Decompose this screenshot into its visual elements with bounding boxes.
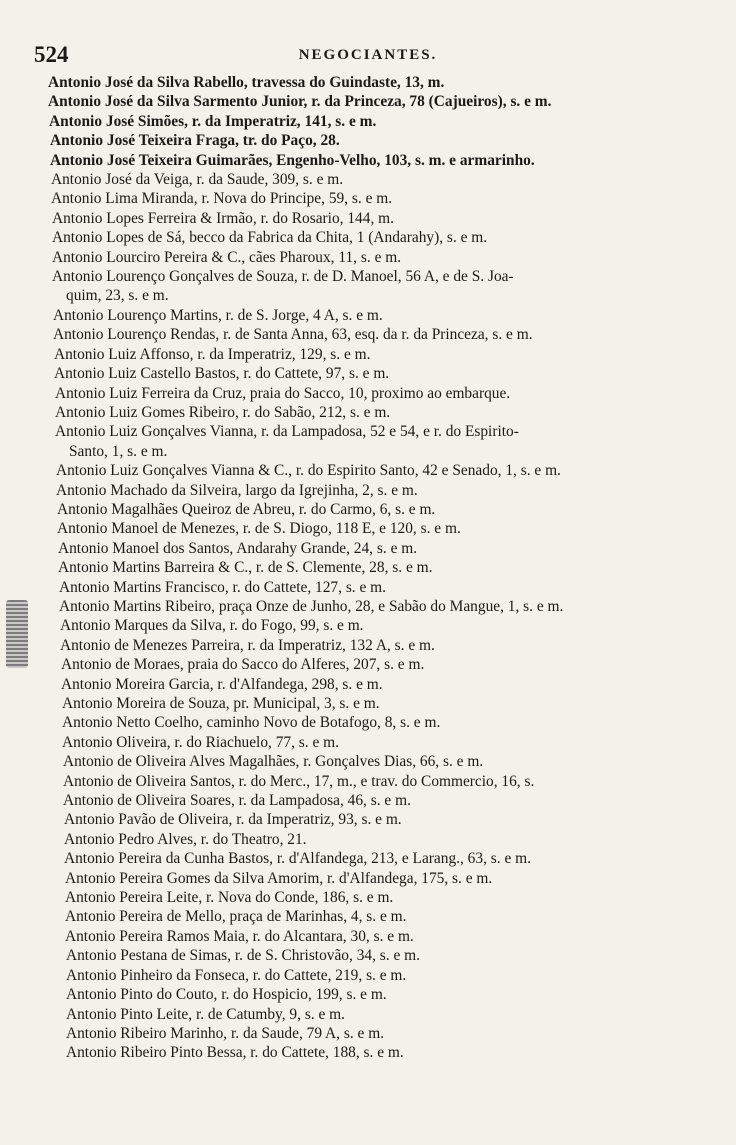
directory-entry [0, 228, 736, 247]
entry-text: Antonio Martins Ribeiro, praça Onze de Junho, 28, e Sabão do Mangue, 1, s. e m. [59, 597, 564, 615]
entry-text: Antonio Pinheiro da Fonseca, r. do Cattete, 219, s. e m. [66, 966, 407, 984]
directory-entry [0, 558, 736, 577]
entry-text: Antonio Lopes de Sá, becco da Fabrica da Chita, 1 (Andarahy), s. e m. [52, 229, 488, 247]
directory-entry [0, 461, 736, 480]
entry-text: Antonio de Menezes Parreira, r. da Imperatriz, 132 A, s. e m. [60, 636, 435, 654]
directory-entry [0, 830, 736, 849]
directory-entry [0, 539, 736, 558]
entry-text: Antonio Pinto Leite, r. de Catumby, 9, s. e m. [66, 1005, 345, 1023]
directory-entry [0, 500, 736, 519]
entry-text: Antonio Oliveira, r. do Riachuelo, 77, s. e m. [62, 733, 339, 751]
directory-entry [0, 481, 736, 500]
page-header [0, 42, 736, 72]
directory-entry [0, 869, 736, 888]
entry-text: Antonio Pavão de Oliveira, r. da Imperatriz, 93, s. e m. [64, 811, 402, 829]
directory-entry [0, 364, 736, 383]
entry-text: Antonio Pereira Ramos Maia, r. do Alcantara, 30, s. e m. [65, 927, 414, 945]
directory-entry [0, 636, 736, 655]
entry-text: Antonio Ribeiro Pinto Bessa, r. do Cattete, 188, s. e m. [66, 1044, 404, 1062]
directory-entry [0, 131, 736, 150]
directory-entry [0, 384, 736, 403]
directory-entry [0, 907, 736, 926]
entry-text: Antonio Pereira de Mello, praça de Marinhas, 4, s. e m. [65, 908, 407, 926]
directory-entry [0, 578, 736, 597]
directory-entry [0, 422, 736, 461]
entry-text: Antonio Ribeiro Marinho, r. da Saude, 79 A, s. e m. [66, 1024, 385, 1042]
entry-text: Antonio Pereira Gomes da Silva Amorim, r. d'Alfandega, 175, s. e m. [65, 869, 493, 887]
entry-text: Antonio Luiz Gonçalves Vianna & C., r. do Espirito Santo, 42 e Senado, 1, s. e m. [56, 462, 561, 480]
entry-text: Antonio de Oliveira Alves Magalhães, r. Gonçalves Dias, 66, s. e m. [63, 753, 484, 771]
directory-entry [0, 655, 736, 674]
directory-entry [0, 209, 736, 228]
directory-entry [0, 306, 736, 325]
directory-entry [0, 403, 736, 422]
entry-text: Antonio Luiz Affonso, r. da Imperatriz, 129, s. e m. [54, 345, 371, 363]
directory-entry [0, 985, 736, 1004]
entry-text: Antonio Lourenço Martins, r. de S. Jorge, 4 A, s. e m. [53, 306, 383, 324]
page-number: 524 [34, 42, 69, 67]
entry-text: Antonio Pedro Alves, r. do Theatro, 21. [64, 830, 307, 848]
directory-entry [0, 733, 736, 752]
entry-text: Antonio Manoel dos Santos, Andarahy Grande, 24, s. e m. [58, 539, 418, 557]
entry-text: Antonio Pestana de Simas, r. de S. Christovão, 34, s. e m. [66, 947, 420, 965]
directory-entry [0, 966, 736, 985]
entry-text: Antonio José Teixeira Fraga, tr. do Paço, 28. [50, 132, 340, 150]
directory-entry [0, 791, 736, 810]
directory-entry [0, 248, 736, 267]
directory-entry [0, 616, 736, 635]
directory-entry [0, 1024, 736, 1043]
directory-entry [0, 345, 736, 364]
directory-entry [0, 946, 736, 965]
entry-text: Antonio de Oliveira Soares, r. da Lampadosa, 46, s. e m. [63, 792, 411, 810]
entry-text: Antonio Martins Barreira & C., r. de S. Clemente, 28, s. e m. [58, 559, 433, 577]
entry-text: Antonio Machado da Silveira, largo da Igrejinha, 2, s. e m. [56, 481, 418, 499]
directory-entry [0, 694, 736, 713]
directory-entry [0, 1005, 736, 1024]
entry-text: Antonio José da Silva Sarmento Junior, r. da Princeza, 78 (Cajueiros), s. e m. [48, 93, 552, 111]
entry-text: Antonio Lourenço Rendas, r. de Santa Anna, 63, esq. da r. da Princeza, s. e m. [53, 326, 533, 344]
directory-entry [0, 713, 736, 732]
entry-text: Antonio Martins Francisco, r. do Cattete, 127, s. e m. [59, 578, 387, 596]
directory-entry [0, 189, 736, 208]
entry-text: Antonio Lourciro Pereira & C., cães Pharoux, 11, s. e m. [52, 248, 402, 266]
directory-entry [0, 1043, 736, 1062]
entry-text: Antonio de Moraes, praia do Sacco do Alferes, 207, s. e m. [61, 656, 425, 674]
directory-entry [0, 597, 736, 616]
entry-text: Antonio Netto Coelho, caminho Novo de Botafogo, 8, s. e m. [62, 714, 441, 732]
directory-entry [0, 519, 736, 538]
directory-entry [0, 888, 736, 907]
running-head: NEGOCIANTES. [298, 47, 438, 63]
entry-text: Antonio Pereira Leite, r. Nova do Conde, 186, s. e m. [65, 889, 394, 907]
entry-text: Antonio José da Veiga, r. da Saude, 309, s. e m. [51, 171, 344, 189]
entry-text: Antonio Luiz Gomes Ribeiro, r. do Sabão, 212, s. e m. [55, 403, 391, 421]
entry-continuation: Santo, 1, s. e m. [69, 442, 168, 460]
directory-entry [0, 267, 736, 306]
directory-entry [0, 772, 736, 791]
entry-text: Antonio Luiz Gonçalves Vianna, r. da Lampadosa, 52 e 54, e r. do Espirito- [55, 423, 519, 441]
entry-text: Antonio Luiz Ferreira da Cruz, praia do Sacco, 10, proximo ao embarque. [55, 384, 511, 402]
entry-text: Antonio Manoel de Menezes, r. de S. Diogo, 118 E, e 120, s. e m. [57, 520, 461, 538]
entry-continuation: quim, 23, s. e m. [66, 287, 169, 305]
entry-text: Antonio Moreira de Souza, pr. Municipal, 3, s. e m. [62, 695, 380, 712]
entry-text: Antonio Pinto do Couto, r. do Hospicio, 199, s. e m. [66, 986, 387, 1004]
entry-text: Antonio Pereira da Cunha Bastos, r. d'Alfandega, 213, e Larang., 63, s. e m. [64, 850, 531, 868]
directory-entry [0, 752, 736, 771]
directory-entry [0, 675, 736, 694]
entry-text: Antonio Luiz Castello Bastos, r. do Cattete, 97, s. e m. [54, 365, 390, 383]
entry-text: Antonio Marques da Silva, r. do Fogo, 99, s. e m. [60, 617, 364, 635]
directory-entry [0, 849, 736, 868]
entry-text: Antonio de Oliveira Santos, r. do Merc., 17, m., e trav. do Commercio, 16, s. [63, 772, 535, 790]
entry-text: Antonio José Teixeira Guimarães, Engenho-Velho, 103, s. m. e armarinho. [50, 151, 535, 169]
directory-entry [0, 927, 736, 946]
entry-text: Antonio Moreira Garcia, r. d'Alfandega, 298, s. e m. [61, 675, 383, 693]
directory-entry [0, 325, 736, 344]
entry-text: Antonio Lopes Ferreira & Irmão, r. do Rosario, 144, m. [52, 209, 394, 227]
directory-entry [0, 170, 736, 189]
entry-text: Antonio José da Silva Rabello, travessa do Guindaste, 13, m. [48, 74, 445, 91]
directory-entry [0, 92, 736, 111]
entry-list [0, 73, 736, 1063]
directory-entry [0, 112, 736, 131]
entry-text: Antonio Lourenço Gonçalves de Souza, r. de D. Manoel, 56 A, e de S. Joa- [52, 268, 514, 286]
directory-entry [0, 73, 736, 92]
directory-entry [0, 151, 736, 170]
entry-text: Antonio Magalhães Queiroz de Abreu, r. do Carmo, 6, s. e m. [57, 500, 436, 518]
directory-entry [0, 810, 736, 829]
entry-text: Antonio José Simões, r. da Imperatriz, 141, s. e m. [49, 112, 377, 130]
entry-text: Antonio Lima Miranda, r. Nova do Principe, 59, s. e m. [51, 190, 393, 208]
